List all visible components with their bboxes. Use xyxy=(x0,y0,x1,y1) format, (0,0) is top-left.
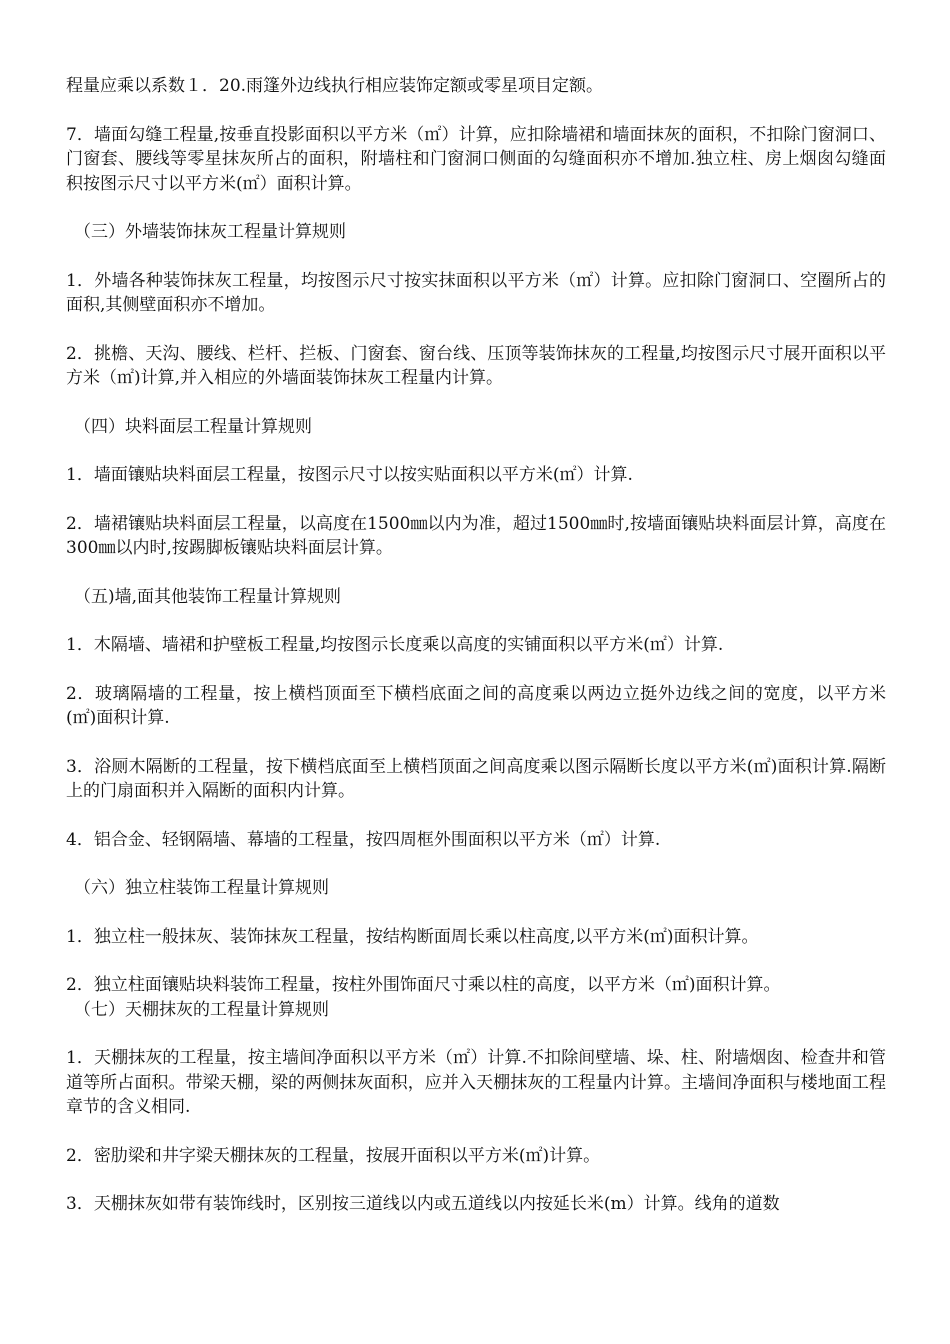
paragraph-6-2: 2．独立柱面镶贴块料装饰工程量，按柱外围饰面尺寸乘以柱的高度，以平方米（㎡)面积计算。 xyxy=(66,975,781,995)
paragraph-5-4: 4．铝合金、轻钢隔墙、幕墙的工程量，按四周框外围面积以平方米（㎡）计算. xyxy=(66,829,661,850)
section-heading-3: （三）外墙装饰抹灰工程量计算规则 xyxy=(74,222,346,242)
section-heading-4: （四）块料面层工程量计算规则 xyxy=(74,416,312,437)
paragraph-7-wall-pointing: 7．墙面勾缝工程量,按垂直投影面积以平方米（㎡）计算，应扣除墙裙和墙面抹灰的面积，不扣除门窗洞口、门窗套、腰线等零星抹灰所占的面积，附墙柱和门窗洞口侧面的勾缝面积亦不增加.独立柱、房上烟囱勾缝面积按图示尺寸以平方米(㎡）面积计算。 xyxy=(66,124,886,194)
paragraph-4-2: 2．墙裙镶贴块料面层工程量，以高度在1500㎜以内为准，超过1500㎜时,按墙面镶贴块料面层计算，高度在300㎜以内时,按踢脚板镶贴块料面层计算。 xyxy=(66,513,886,558)
paragraph-5-3: 3．浴厕木隔断的工程量，按下横档底面至上横档顶面之间高度乘以图示隔断长度以平方米(㎡)面积计算.隔断上的门扇面积并入隔断的面积内计算。 xyxy=(66,756,886,801)
paragraph-5-2: 2．玻璃隔墙的工程量，按上横档顶面至下横档底面之间的高度乘以两边立挺外边线之间的宽度，以平方米(㎡)面积计算. xyxy=(66,683,886,728)
section-heading-7: （七）天棚抹灰的工程量计算规则 xyxy=(74,999,329,1020)
section-heading-6: （六）独立柱装饰工程量计算规则 xyxy=(74,878,329,898)
paragraph-7-3: 3．天棚抹灰如带有装饰线时，区别按三道线以内或五道线以内按延长米(m）计算。线角的道数 xyxy=(66,1194,780,1214)
paragraph-5-1: 1．木隔墙、墙裙和护壁板工程量,均按图示长度乘以高度的实铺面积以平方米(㎡）计算. xyxy=(66,635,724,655)
paragraph-3-2: 2．挑檐、天沟、腰线、栏杆、拦板、门窗套、窗台线、压顶等装饰抹灰的工程量,均按图示尺寸展开面积以平方米（㎡)计算,并入相应的外墙面装饰抹灰工程量内计算。 xyxy=(66,343,886,388)
paragraph-4-1: 1．墙面镶贴块料面层工程量，按图示尺寸以按实贴面积以平方米(㎡）计算. xyxy=(66,465,633,485)
paragraph-7-1: 1．天棚抹灰的工程量，按主墙间净面积以平方米（㎡）计算.不扣除间壁墙、垛、柱、附墙烟囱、检查井和管道等所占面积。带梁天棚，梁的两侧抹灰面积，应并入天棚抹灰的工程量内计算。主墙间净面积与楼地面工程章节的含义相同. xyxy=(66,1048,886,1117)
document-page xyxy=(66,74,886,1241)
paragraph-continuation: 程量应乘以系数１．20.雨篷外边线执行相应装饰定额或零星项目定额。 xyxy=(66,76,604,96)
section-heading-5: （五)墙,面其他装饰工程量计算规则 xyxy=(74,586,342,607)
paragraph-7-2: 2．密肋梁和井字梁天棚抹灰的工程量，按展开面积以平方米(㎡)计算。 xyxy=(66,1145,601,1166)
paragraph-6-1: 1．独立柱一般抹灰、装饰抹灰工程量，按结构断面周长乘以柱高度,以平方米(㎡)面积计算。 xyxy=(66,926,759,947)
paragraph-3-1: 1．外墙各种装饰抹灰工程量，均按图示尺寸按实抹面积以平方米（㎡）计算。应扣除门窗洞口、空圈所占的面积,其侧壁面积亦不增加。 xyxy=(66,270,886,315)
